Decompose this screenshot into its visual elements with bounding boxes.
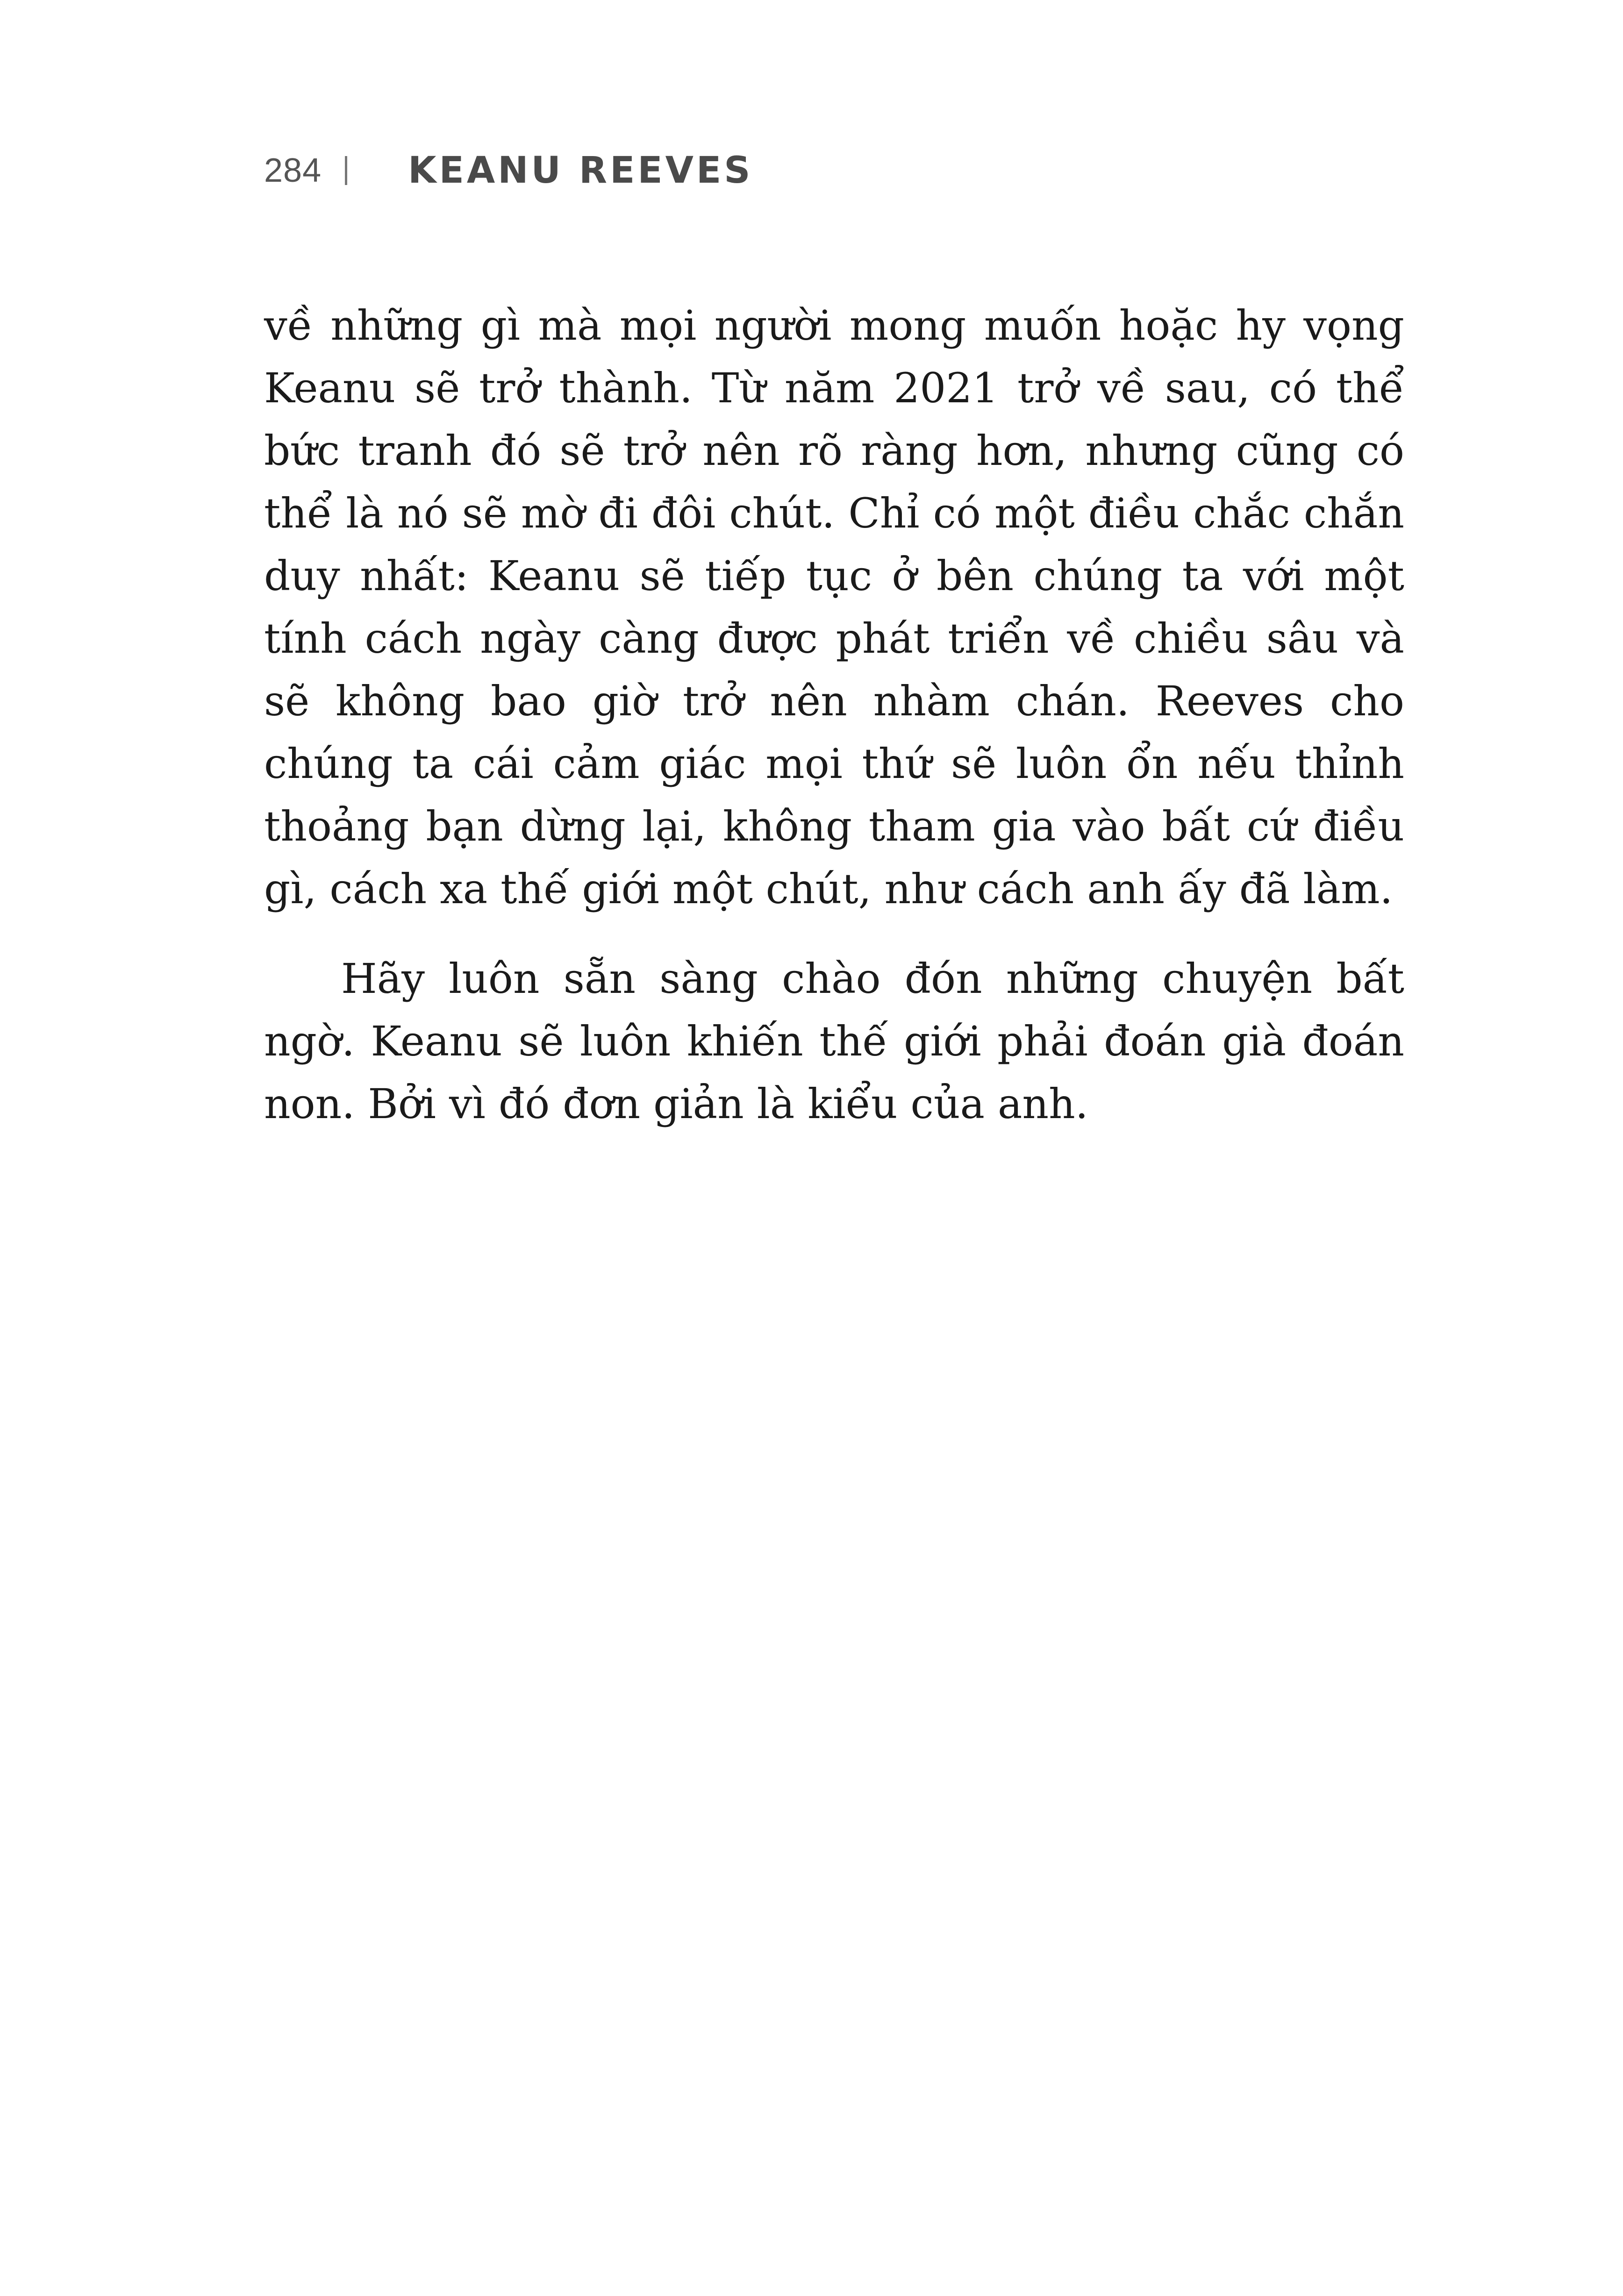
page-number: 284 [264,152,322,189]
paragraph-2: Hãy luôn sẵn sàng chào đón những chuyện bất ngờ. Keanu sẽ luôn khiến thế giới phải đoán già đoán non. Bởi vì đó đơn giản là kiểu của anh. [264,955,1404,1128]
body-text [264,294,1404,1135]
paragraph-1: về những gì mà mọi người mong muốn hoặc hy vọng Keanu sẽ trở thành. Từ năm 2021 trở về sau, có thể bức tranh đó sẽ trở nên rõ ràng hơn, nhưng cũng có thể là nó sẽ mờ đi đôi chút. Chỉ có một điều chắc chắn duy nhất: Keanu sẽ tiếp tục ở bên chúng ta với một tính cách ngày càng được phát triển về chiều sâu và sẽ không bao giờ trở nên nhàm chán. Reeves cho chúng ta cái cảm giác mọi thứ sẽ luôn ổn nếu thỉnh thoảng bạn dừng lại, không tham gia vào bất cứ điều gì, cách xa thế giới một chút, như cách anh ấy đã làm. [264,301,1404,913]
running-head [264,140,753,201]
header-divider [345,156,347,185]
book-title: KEANU REEVES [408,150,753,192]
